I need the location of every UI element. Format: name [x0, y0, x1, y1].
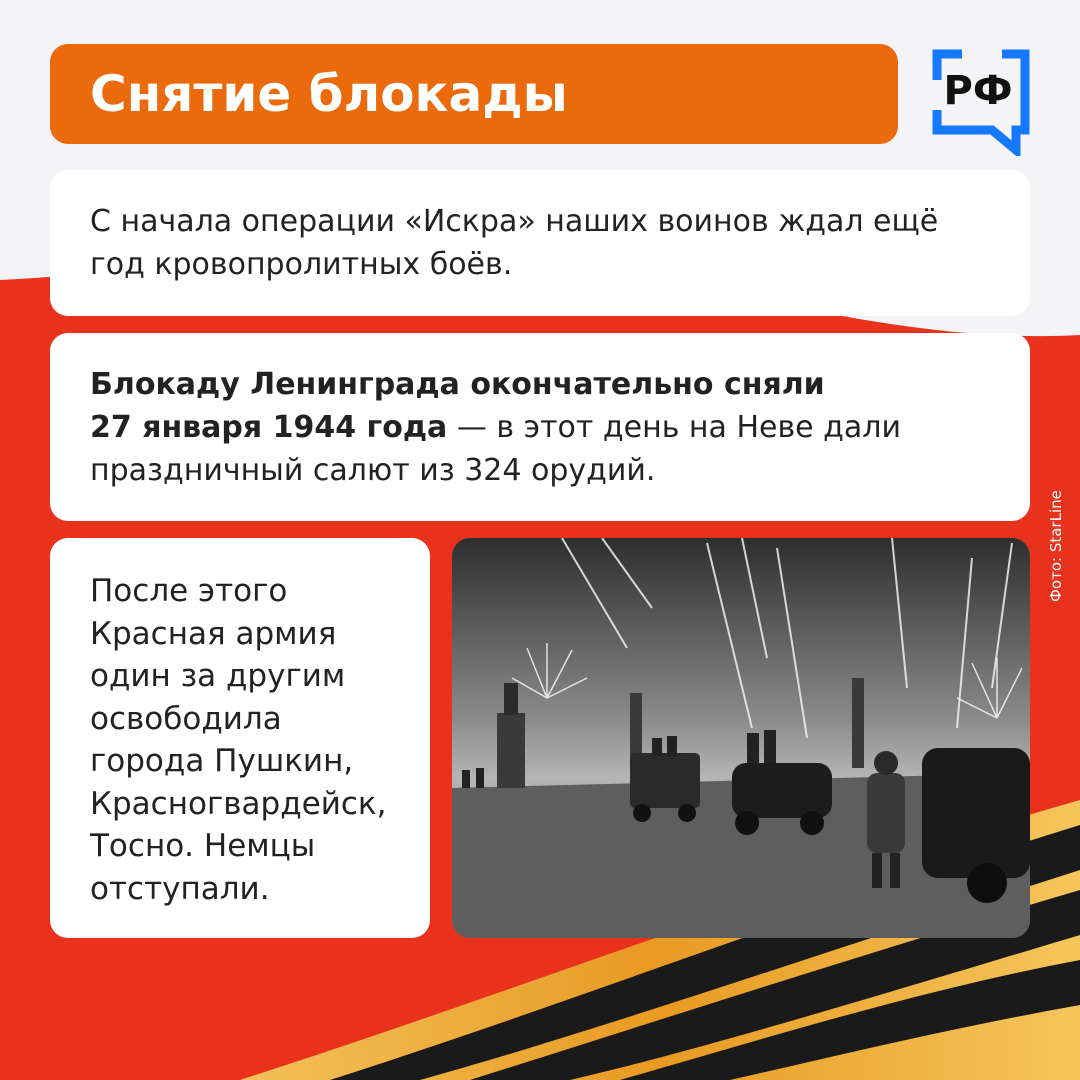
blockade-lifted-text: [90, 363, 1000, 492]
lifting-date: 27 января 1944 года: [90, 410, 448, 445]
photo-credit: Фото: StarLine: [1047, 490, 1065, 602]
salute-photo-illustration: [452, 538, 1030, 938]
salute-text: — в этот день на Неве дали праздничный салют из 324 орудий.: [90, 410, 901, 488]
blockade-lifted-heading: Блокаду Ленинграда окончательно сняли: [90, 367, 825, 402]
title-banner: [50, 44, 898, 144]
intro-card: [50, 170, 1030, 316]
aftermath-text: После этого Красная армия один за другим освободила города Пушкин, Красногвардейск, Тосно. Немцы отступали.: [90, 573, 387, 907]
blockade-lifted-card: [50, 333, 1030, 521]
intro-text: С начала операции «Искра» наших воинов ждал ещё год кровопролитных боёв.: [90, 204, 939, 282]
logo-text: РФ: [943, 68, 1013, 114]
rf-logo: [932, 46, 1032, 156]
aftermath-card: [50, 538, 430, 938]
historical-photo: [452, 538, 1030, 938]
page-title: Снятие блокады: [90, 65, 568, 123]
